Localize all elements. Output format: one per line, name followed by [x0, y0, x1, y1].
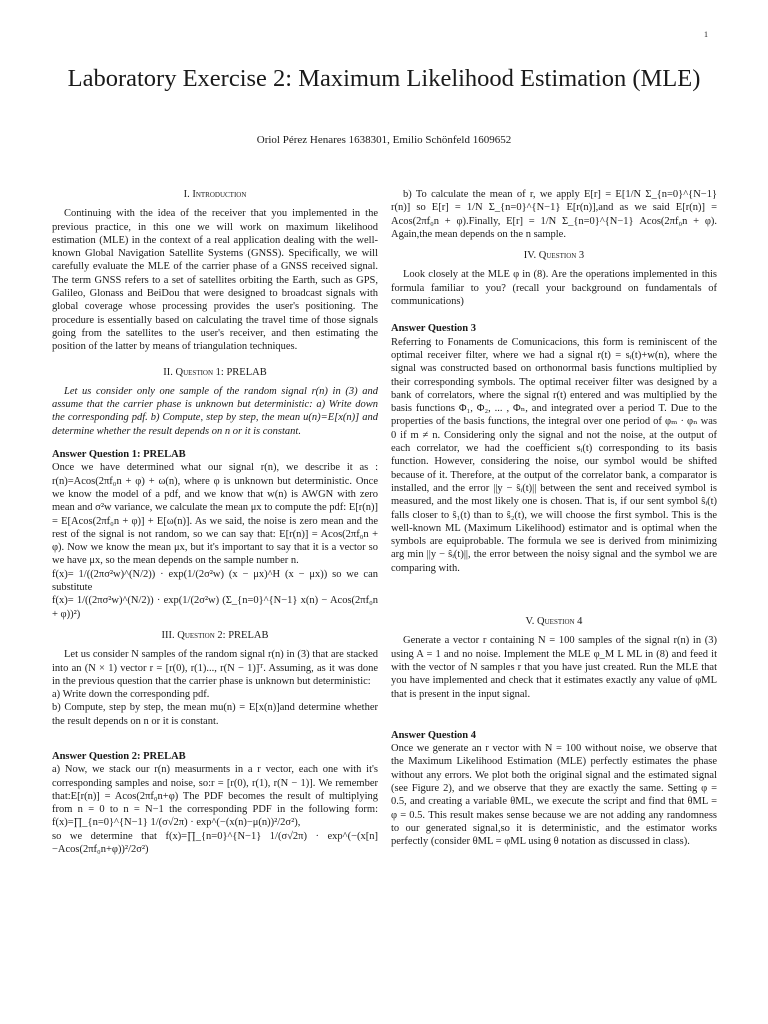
paper-title: Laboratory Exercise 2: Maximum Likelihood Estimation (MLE): [67, 65, 701, 92]
question-2-part-b: b) Compute, step by step, the mean mu(n) = E[x(n)]and determine whether the result depends on n or it is constant.: [52, 702, 378, 727]
question-1-text: Let us consider only one sample of the random signal r(n) in (3) and assume that the carrier phase is unknown but deterministic: a) Write down the corresponding pdf. b) Compute, step by step, the mean u(n)=E[x(n)] and determine whether the result depends on n or it is constant.: [52, 385, 378, 437]
section-heading-introduction: I. Introduction: [183, 189, 247, 200]
answer-1-text: Once we have determined what our signal r(n), we describe it as : r(n)=Acos(2πf₀n + φ) + ω(n), where φ is unknown but deterministic. Once we know the model of a pdf, and we know that w(n) is AWGN with zero mean and σ²w variance, we calculate the mean μx to compute the pdf: E[r(n)] = E[Acos(2πf₀n + φ)] + E[ω(n)]. As we said, the noise is zero mean and the rest of the signal is not random, so we can say that: E[r(n)] = Acos(2πf₀n + φ). Now we know the mean μx, but it's important to say that it is a vector so we have μx, so the mean depends on the sample number n.: [52, 462, 378, 567]
answer-2-heading: Answer Question 2: PRELAB: [52, 750, 186, 762]
question-3-text: Look closely at the MLE φ in (8). Are the operations implemented in this formula familiar to you? (recall your background on fundamentals of communications): [391, 269, 717, 308]
answer-1-heading: Answer Question 1: PRELAB: [52, 449, 186, 461]
section-heading-question-2: III. Question 2: PRELAB: [161, 629, 269, 641]
answer-3-heading: Answer Question 3: [391, 323, 476, 335]
answer-2-text-2: so we determine that f(x)=∏_{n=0}^{N−1} 1/(σ√2π) · exp^(−(x[n]−Acos(2πf₀n+φ))²/2σ²): [52, 830, 378, 856]
paper-authors: Oriol Pérez Henares 1638301, Emilio Schönfeld 1609652: [256, 134, 512, 146]
intro-paragraph: Continuing with the idea of the receiver that you implemented in the previous practice, in this one we will work on maximum likelihood estimation (MLE) in the context of a real application dealing with the well-known Global Navigation Satellite Systems (GNSS). Specifically, we will carefully evaluate the MLE of the carrier phase of a GNSS received signal. The term GNSS refers to a set of satellites orbiting the Earth, such as GPS, Galileo, Glonass and BeiDou that were designed to broadcast signals with global coverage whose processing provides the user's positioning. The procedure is essentially based on calculating the travel time of those signals going from the satellites to the user's receiver, and then estimating the position of the latter by means of triangulation techniques.: [52, 208, 378, 353]
answer-1-formula-2: f(x)= 1/((2πσ²w)^(N/2)) · exp(1/(2σ²w) (Σ_{n=0}^{N−1} x(n) − Acos(2πf₀n + φ))²): [52, 595, 378, 620]
right-column: [391, 188, 717, 848]
answer-1-formula-1: f(x)= 1/((2πσ²w)^(N/2)) · exp(1/(2σ²w) (x − μx)^H (x − μx)) so we can substitute: [52, 568, 378, 594]
question-4-text: Generate a vector r containing N = 100 samples of the signal r(n) in (3) using A = 1 and no noise. Implement the MLE φ_M L ML in (8) and feed it with the vector of N samples r that you have just created. Run the MLE that you have implemented and check that it estimates exactly any value of φML that is present in the input signal.: [391, 635, 717, 700]
answer-2-text: a) Now, we stack our r(n) measurments in a r vector, each one with it's corresponding samples and noise, so:r = [r(0), r(1), r(N − 1)]. We remember that:E[r(n)] = Acos(2πf₀n+φ) The PDF becomes the result of multiplying from n = 0 to n = N−1 the corresponding PDF in the following form: f(x)=∏_{n=0}^{N−1} 1/(σ√2π) · exp^(−(x(n)−μ(n))²/2σ²),: [52, 764, 378, 829]
question-2-text: Let us consider N samples of the random signal r(n) in (3) that are stacked into an (N × 1) vector r = [r(0), r(1)..., r(N − 1)]ᵀ. Assuming, as it was done in the previous question that the carrier phase is unknown but deterministic:: [52, 649, 378, 687]
question-2-part-a: a) Write down the corresponding pdf.: [52, 689, 210, 701]
answer-3-text: Referring to Fonaments de Comunicacions, this form is reminiscent of the optimal receiver filter, where we had a signal r(t) = sᵢ(t)+w(n), where the signal was constructed based on orthonormal basis functions multiplied by their corresponding symbols. The optimal receiver filter was designed by a bank of correlators, where the signal r(t) entered and was multiplied by the basis functions Φ₁, Φ₂, ... , Φₙ, and integrated over a period T. Due to the properties of the basis functions, the integral over one period of φₘ · φₙ was 0 if m ≠ n. Considering only the signal and not the noise, at the output of each correlator, we had the coefficient sᵢ(t) corresponding to its basis function. However, considering the noise, our symbol would be shifted because of it. Therefore, at the output of the correlator bank, a comparator is installed, and the error ||y − ŝᵢ(t)|| between the sent and received symbol is measured, and the most likely one is chosen. That is, if our sent symbol ŝᵢ(t) falls closer to ŝ₁(t) than to ŝ₂(t), we will choose the first symbol. This is the well-known ML (Maximum Likelihood) estimator and is optimal when the symbols are equiprobable. The formula we see is derived from minimizing arg min ||y − ŝᵢ(t)||, the error between the noisy signal and the symbol we are comparing with.: [391, 336, 717, 574]
left-column: [52, 188, 378, 856]
page-number: 1: [704, 30, 708, 39]
section-heading-question-4: V. Question 4: [525, 616, 583, 628]
answer-4-heading: Answer Question 4: [391, 729, 476, 741]
section-heading-question-1: II. Question 1: PRELAB: [163, 366, 267, 378]
section-heading-question-3: IV. Question 3: [523, 250, 585, 262]
answer-4-text: Once we generate an r vector with N = 100 without noise, we observe that the Maximum Likelihood Estimation (MLE) perfectly estimates the phase without any errors. We plot both the original signal and the estimated signal (see Figure 2), and we observe that they are exactly the same. Setting φ = 0.5, and creating a variable θML, we execute the script and find that θML = φ = 0.5. This result makes sense because we are not adding any randomness to our generated signal,so it is deterministic, and the estimator works perfectly (consider θML = φML using θ notation as discussed in class).: [391, 743, 717, 848]
answer-2-part-b: b) To calculate the mean of r, we apply E[r] = E[1/N Σ_{n=0}^{N−1} r(n)] so E[r] = 1/N Σ_{n=0}^{N−1} E[r(n)],and as we said E[r(n)] = Acos(2πf₀n + φ).Finally, E[r] = 1/N Σ_{n=0}^{N−1} Acos(2πf₀n + φ). Again,the mean depends on the n sample.: [391, 189, 717, 240]
